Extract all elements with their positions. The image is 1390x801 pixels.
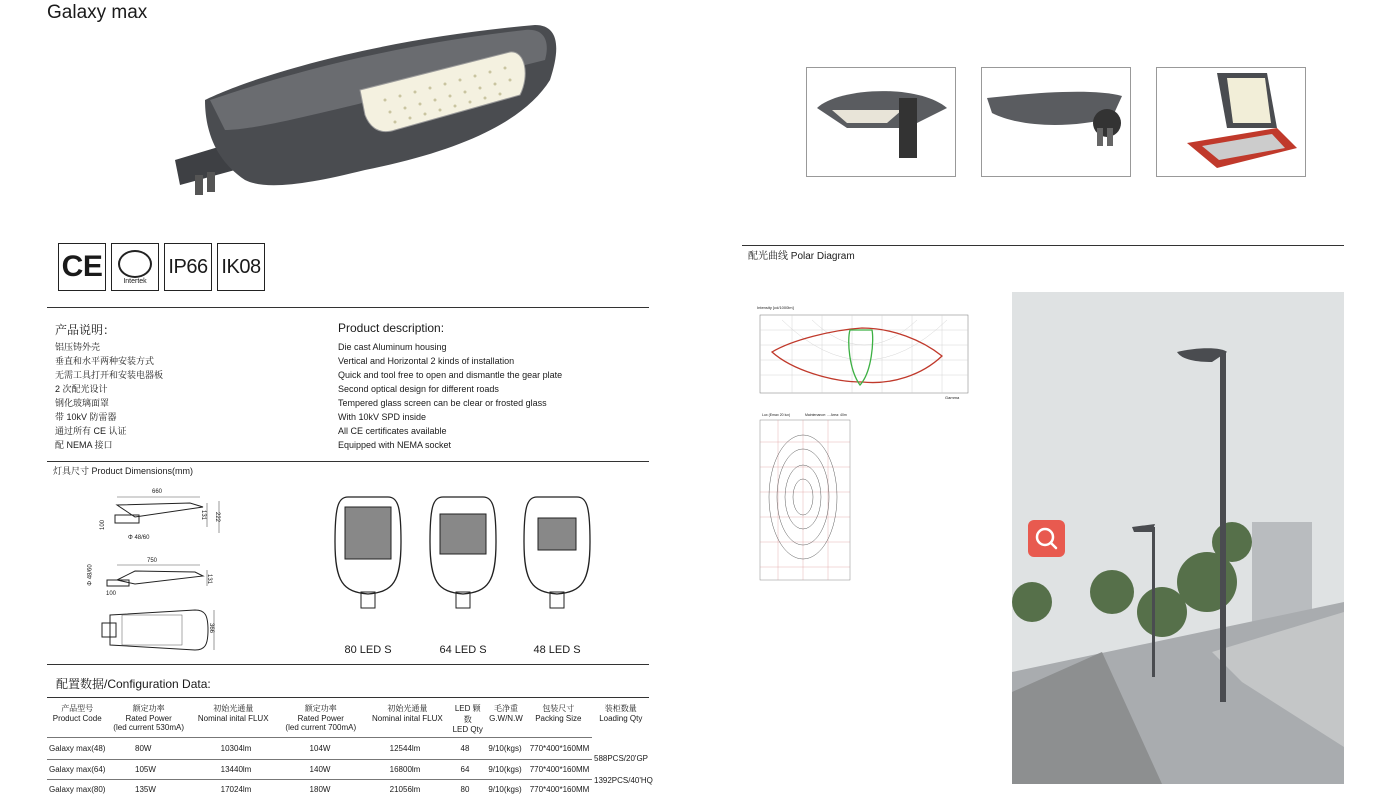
dim-131b: 131 — [206, 573, 213, 585]
desc-item-cn: 钢化玻璃面罩 — [55, 398, 110, 408]
cell-power530: 105W — [135, 764, 156, 774]
cell-power700: 104W — [309, 744, 331, 754]
table-row — [47, 779, 592, 799]
cell-flux700: 21056lm — [389, 784, 421, 794]
config-header-row — [47, 703, 651, 737]
cell-product: Galaxy max(64) — [49, 764, 106, 774]
desc-item-cn: 带 10kV 防雷器 — [55, 412, 117, 422]
desc-item-cn: 垂直和水平两种安装方式 — [55, 356, 155, 366]
ik08-label: IK08 — [221, 255, 261, 278]
polar-chart-2-label-b: Maintenance: ... Area: 40m — [805, 413, 847, 417]
cell-packing: 770*400*160MM — [529, 764, 590, 774]
loading-qty-20gp: 588PCS/20'GP — [594, 754, 649, 763]
polar-chart-1 — [752, 300, 972, 400]
search-icon — [1028, 520, 1065, 557]
desc-list-cn — [55, 340, 163, 452]
cert-ce — [58, 243, 106, 291]
cert-etl — [111, 243, 159, 291]
desc-item-en: Second optical design for different roads — [338, 384, 499, 394]
cell-ledqty: 48 — [460, 744, 470, 754]
cell-weight: 9/10(kgs) — [488, 784, 522, 794]
polar-heading: 配光曲线 Polar Diagram — [748, 251, 855, 262]
desc-item-en: With 10kV SPD inside — [338, 412, 427, 422]
col-header: 产品型号 Product Code — [52, 704, 102, 723]
cell-power530: 135W — [135, 784, 156, 794]
etl-label: Intertek — [123, 277, 147, 285]
desc-item-en: Equipped with NEMA socket — [338, 440, 452, 450]
polar-chart-2 — [758, 412, 853, 582]
desc-item-cn: 铝压铸外壳 — [55, 342, 101, 352]
config-header-bottom-rule — [47, 737, 592, 738]
cell-product: Galaxy max(80) — [49, 784, 106, 794]
cell-flux700: 16800lm — [389, 764, 421, 774]
led-label-80: 80 LED S — [344, 644, 392, 656]
led-label-64: 64 LED S — [439, 644, 487, 656]
col-header: 额定功率 Rated Power (led current 530mA) — [113, 704, 184, 732]
ip66-label: IP66 — [168, 255, 208, 278]
table-row — [47, 759, 592, 779]
desc-item-en: Die cast Aluminum housing — [338, 342, 447, 352]
cell-power700: 180W — [309, 784, 331, 794]
desc-item-cn: 通过所有 CE 认证 — [55, 426, 127, 436]
config-table — [47, 703, 651, 737]
led-variant-48 — [522, 492, 592, 612]
cell-ledqty: 64 — [460, 764, 470, 774]
desc-item-en: All CE certificates available — [338, 426, 447, 436]
col-header: 毛净重 G.W/N.W — [489, 704, 523, 723]
cell-packing: 770*400*160MM — [529, 744, 590, 754]
cell-flux530: 13440lm — [220, 764, 252, 774]
cert-ik08 — [217, 243, 265, 291]
thumbnail-open[interactable] — [1156, 67, 1306, 177]
desc-item-en: Vertical and Horizontal 2 kinds of installation — [338, 356, 515, 366]
dim-dia1: Φ 48/60 — [128, 535, 150, 541]
cert-ip66 — [164, 243, 212, 291]
col-header: LED 颗数 LED Qty — [452, 704, 483, 734]
thumbnail-underside[interactable] — [806, 67, 956, 177]
config-heading: 配置数据/Configuration Data: — [56, 677, 211, 691]
dim-222: 222 — [214, 511, 221, 523]
col-header: 初始光通量 Nominal inital FLUX — [371, 704, 443, 723]
cell-flux530: 17024lm — [220, 784, 252, 794]
thumbnail-side[interactable] — [981, 67, 1131, 177]
dim-100: 100 — [100, 519, 107, 531]
cell-power530: 80W — [135, 744, 152, 754]
dim-366: 366 — [208, 622, 215, 634]
col-header: 包装尺寸 Packing Size — [535, 704, 582, 723]
desc-item-cn: 无需工具打开和安装电器板 — [55, 370, 164, 380]
desc-item-cn: 2 次配光设计 — [55, 384, 108, 394]
etl-logo-icon — [118, 250, 152, 278]
led-label-48: 48 LED S — [533, 644, 581, 656]
divider-top — [47, 307, 649, 308]
polar-chart-2-label-a: Lux (Emax 20 lux) — [762, 413, 791, 417]
divider-config — [47, 664, 649, 665]
loading-qty-40hq: 1392PCS/40'HQ — [594, 776, 653, 785]
polar-chart-1-axis: Gamma — [945, 395, 960, 400]
col-header: 装柜数量 Loading Qty — [599, 704, 643, 723]
cell-weight: 9/10(kgs) — [488, 744, 522, 754]
divider-polar — [742, 245, 1344, 246]
desc-item-en: Tempered glass screen can be clear or frosted glass — [338, 398, 547, 408]
image-search-button[interactable] — [1028, 520, 1065, 557]
desc-heading-cn: 产品说明： — [55, 323, 116, 337]
page-title: Galaxy max — [47, 2, 148, 23]
led-variant-80 — [333, 492, 403, 612]
polar-chart-1-label: Intensity [cd/1000lm] — [757, 305, 794, 310]
desc-list-en — [338, 340, 562, 452]
col-header: 额定功率 Rated Power (led current 700mA) — [285, 704, 357, 732]
dimensions-heading: 灯具尺寸 Product Dimensions(mm) — [53, 466, 194, 476]
cell-packing: 770*400*160MM — [529, 784, 590, 794]
cell-ledqty: 80 — [460, 784, 470, 794]
ce-mark: CE — [61, 250, 103, 283]
config-header-top-rule — [47, 697, 649, 698]
cell-product: Galaxy max(48) — [49, 744, 106, 754]
dim-dia2: Φ 48/60 — [87, 564, 94, 586]
desc-item-en: Quick and tool free to open and dismantle the gear plate — [338, 370, 563, 380]
dim-131: 131 — [200, 509, 207, 521]
cell-power700: 140W — [309, 764, 331, 774]
dim-100b: 100 — [106, 591, 117, 597]
led-variant-64 — [428, 492, 498, 612]
dimension-drawing-top — [100, 605, 220, 655]
divider-mid — [47, 461, 649, 462]
dim-660: 660 — [152, 489, 163, 495]
col-header: 初始光通量 Nominal inital FLUX — [197, 704, 269, 723]
config-rows — [47, 739, 592, 799]
product-main-image — [165, 20, 565, 205]
cell-flux530: 10304lm — [220, 744, 252, 754]
dim-750: 750 — [147, 558, 158, 564]
table-row — [47, 739, 592, 759]
cell-flux700: 12544lm — [389, 744, 421, 754]
desc-item-cn: 配 NEMA 接口 — [55, 440, 113, 450]
desc-heading-en: Product description: — [338, 321, 445, 335]
cell-weight: 9/10(kgs) — [488, 764, 522, 774]
